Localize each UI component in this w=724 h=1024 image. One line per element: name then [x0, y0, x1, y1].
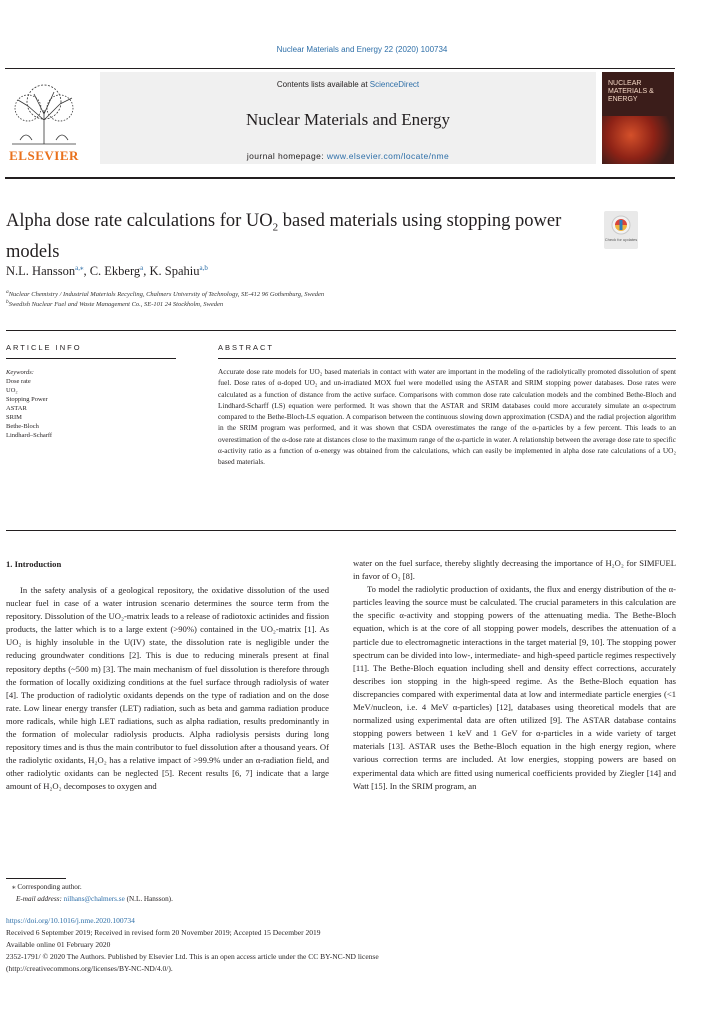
author-name[interactable]: K. Spahiu — [149, 264, 200, 279]
affiliation-mark: b — [6, 299, 9, 305]
contents-label: Contents lists available at — [276, 80, 370, 89]
body-paragraph: To model the radiolytic production of oxidants, the flux and energy distribution of the α-particles leaving the source must be calculated. The crucial parameters in this calculation are the specific α-activity and stopping powers of the attenuating media. The Bethe-Bloch equation, which is at the core of all stopping power models, describes the attenuation of a particle due to electromagnetic interactions in the target material [9, 10]. The stopping power spectrum can be divided into low-, intermediate- and high-speed particle regimes respectively [11]. The Bethe-Bloch equation including shell and density effect corrections, accurately describes ion stopping in the high-speed regime. As the Bethe-Bloch equation has discrepancies compared with experimental data at low and intermediate particle energies (<1 MeV/nucleon, i.e. 4 MeV α-particles) [12], databases using theoretical models that are normalized using experimental data are often utilized [9]. The ASTAR database contains stopping powers between 1 keV and 1 GeV for α-particles in a wide variety of target materials [13]. ASTAR uses the Bethe-Bloch equation in the high energy region, where various correction terms are included. At low energies, stopping powers are based on experimental data which are fitted using numerical coefficients provided by Ziegler [14] and Watt [15]. In the SRIM program, an — [353, 584, 676, 791]
author-affil-mark[interactable]: a,b — [199, 264, 208, 272]
author-separator: , — [83, 264, 90, 279]
author-affil-mark[interactable]: a,⁎ — [75, 264, 84, 272]
license-statement: 2352-1791/ © 2020 The Authors. Published by Elsevier Ltd. This is an open access article under the CC BY-NC-ND license — [6, 952, 379, 961]
elsevier-logo — [6, 80, 82, 162]
doi-link[interactable]: https://doi.org/10.1016/j.nme.2020.100734 — [6, 916, 135, 925]
keyword-item[interactable]: Lindhard–Scharff — [6, 432, 53, 439]
affiliation-mark: a — [6, 289, 9, 295]
keyword-item[interactable]: SRIM — [6, 414, 22, 421]
keyword-item[interactable]: Dose rate — [6, 378, 31, 385]
header-top-rule — [5, 68, 675, 69]
abstract-heading-rule — [218, 358, 676, 359]
body-paragraph: water on the fuel surface, thereby slightly decreasing the importance of H₂O₂ for SIMFUEL in favor of O₂ [8]. — [353, 558, 676, 582]
article-info-heading: ARTICLE INFO — [6, 343, 82, 352]
journal-cover-thumbnail[interactable] — [602, 72, 674, 164]
info-heading-rule — [6, 358, 176, 359]
author-affil-mark[interactable]: a — [140, 264, 144, 272]
check-updates-label: Check for updates — [604, 237, 638, 242]
header-bottom-rule — [5, 177, 675, 179]
footnote-rule — [6, 878, 66, 879]
affiliation-text: Swedish Nuclear Fuel and Waste Management Co., SE-101 24 Stockholm, Sweden — [8, 301, 224, 309]
contents-line — [100, 80, 596, 89]
article-title — [6, 209, 596, 264]
journal-title: Nuclear Materials and Energy — [245, 110, 451, 129]
cover-title: NUCLEAR MATERIALS & ENERGY — [608, 80, 654, 103]
body-right-column — [353, 557, 676, 793]
cover-art — [602, 116, 674, 164]
keywords-block — [6, 368, 176, 440]
email-label: E-mail address: — [16, 895, 64, 903]
sciencedirect-link[interactable]: ScienceDirect — [369, 80, 420, 89]
title-text-1: Alpha dose rate calculations for UO — [6, 211, 273, 231]
keywords-label: Keywords: — [6, 369, 34, 376]
author-list — [6, 264, 208, 279]
abstract-bottom-rule — [6, 530, 676, 531]
author-name[interactable]: N.L. Hansson — [6, 264, 76, 279]
body-paragraph: In the safety analysis of a geological repository, the oxidative dissolution of the used nuclear fuel in case of a water intrusion scenario determines the source term from the repository. Dissolution of the UO₂-matrix leads to a release of radiotoxic actinides and fission products, the latter which is to a large extent (>90%) contained in the UO₂-matrix [1]. As UO₂ is highly insoluble in the U(IV) state, the dissolution rate is negligible under the reducing groundwater conditions [2]. This is due to reducing minerals present at final repository depths (~500 m) [3]. The main mechanism of fuel dissolution is therefore through the formation of locally oxidizing conditions at the fuel surface through radiolysis of water [4]. The production of radiolytic oxidants depends on the type of radiation and on the dose rate. Low linear energy transfer (LET) radiation, such as beta and gamma radiation produce more radicals, while high LET radiations, such as alpha radiation, results predominantly in the formation of molecular radiolysis products. Alpha radiolysis persists during long repository times and is thus the main contributor to fuel dissolution after a thousand years. Of the radiolytic oxidants, H₂O₂ has a relative impact of >99.9% under an α-radiation field, and other radiolytic oxidants can be neglected [5]. Recent results [6, 7] indicate that a large amount of H₂O₂ decomposes to oxygen and — [6, 585, 329, 792]
keyword-item[interactable]: Bethe-Bloch — [6, 423, 39, 430]
keyword-item[interactable]: UO₂ — [6, 387, 18, 394]
license-url[interactable]: (http://creativecommons.org/licenses/BY-NC-ND/4.0/). — [6, 964, 173, 973]
title-subscript: 2 — [272, 221, 279, 234]
abstract-heading: ABSTRACT — [218, 343, 275, 352]
elsevier-wordmark: ELSEVIER — [9, 148, 79, 163]
author-name[interactable]: C. Ekberg — [89, 264, 141, 279]
email-link[interactable]: nilhans@chalmers.se — [63, 895, 125, 903]
keyword-item[interactable]: Stopping Power — [6, 396, 48, 403]
check-for-updates-badge[interactable] — [604, 211, 638, 249]
elsevier-tree-icon — [6, 80, 82, 146]
crossmark-icon — [604, 211, 638, 249]
author-separator: , — [143, 264, 150, 279]
available-online: Available online 01 February 2020 — [6, 940, 111, 949]
affiliation-a — [6, 289, 324, 298]
section-heading: 1. Introduction — [6, 559, 62, 569]
email-suffix: (N.L. Hansson). — [124, 895, 173, 903]
info-top-rule — [6, 330, 676, 331]
email-note — [16, 894, 173, 905]
journal-reference[interactable]: Nuclear Materials and Energy 22 (2020) 100734 — [276, 45, 448, 54]
affiliation-b — [6, 299, 223, 308]
corresponding-author-note: ⁎ Corresponding author. — [12, 883, 82, 891]
received-dates: Received 6 September 2019; Received in revised form 20 November 2019; Accepted 15 December 2019 — [6, 928, 321, 937]
homepage-link[interactable]: www.elsevier.com/locate/nme — [326, 151, 450, 161]
keyword-item[interactable]: ASTAR — [6, 405, 27, 412]
homepage-label: journal homepage: — [246, 151, 327, 161]
body-left-column — [6, 584, 329, 794]
affiliation-text: Nuclear Chemistry / Industrial Materials Recycling, Chalmers University of Technology, SE-412 96 Gothenburg, Sweden — [8, 291, 325, 299]
homepage-line — [100, 151, 596, 161]
abstract-text: Accurate dose rate models for UO₂ based materials in contact with water are important in the modeling of the radiolytically promoted dissolution of spent fuel. Dose rates of α-doped UO₂ and un-irradiated MOX fuel were modelled using the ASTAR and SRIM stopping power databases. Dose rates were calculated as a function of distance from the active surface. Comparisons with common dose rate calculation models and the combined Bethe-Bloch and Lindhard-Scharff (LS) equation were performed. It was shown that the ASTAR and SRIM databases could more accurately simulate an α-spectrum compared to the Bethe-Bloch-LS equation. A comparison between the continuous slowing down approximation (CSDA) and the radial projection algorithm in the SRIM program was performed, and it was shown that CSDA overestimates the range of the α-particles by a few percent. This leads to an overestimation of the α-dose rate at distances close to the maximum range of the α-particle in water. A relationship between the average dose rate to specific α-activity ratio as a function of α-energy was obtained from the calculations, which can easily be implemented in alpha dose rate calculations of a UO₂ based materials. — [218, 367, 676, 467]
title-text-2: based materials using stopping power models — [6, 211, 562, 262]
